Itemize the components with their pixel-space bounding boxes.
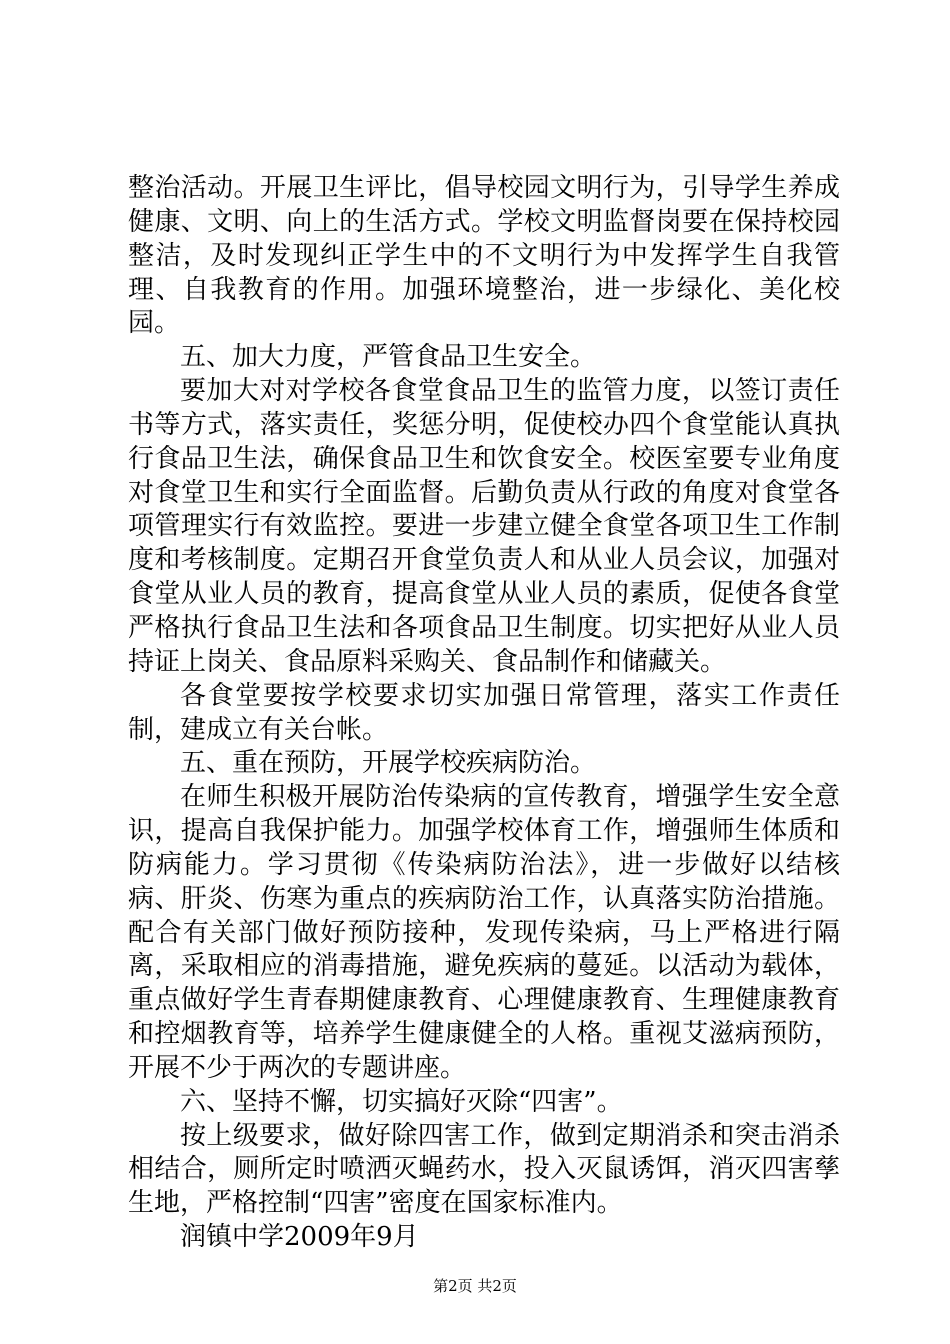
page-footer: 第2页 共2页 — [433, 1277, 517, 1295]
paragraph-canteen-management: 各食堂要按学校要求切实加强日常管理，落实工作责任制，建成立有关台帐。 — [128, 680, 840, 745]
paragraph-sanitation-continued: 整治活动。开展卫生评比，倡导校园文明行为，引导学生养成健康、文明、向上的生活方式。学校文明监督岗要在保持校园整洁，及时发现纠正学生中的不文明行为中发挥学生自我管理、自我教育的作用。加强环境整治，进一步绿化、美化校园。 — [128, 173, 840, 339]
paragraph-disease-prevention: 在师生积极开展防治传染病的宣传教育，增强学生安全意识，提高自我保护能力。加强学校体育工作，增强师生体质和防病能力。学习贯彻《传染病防治法》，进一步做好以结核病、肝炎、伤寒为重点的疾病防治工作，认真落实防治措施。配合有关部门做好预防接种，发现传染病，马上严格进行隔离，采取相应的消毒措施，避免疾病的蔓延。以活动为载体，重点做好学生青春期健康教育、心理健康教育、生理健康教育和控烟教育等，培养学生健康健全的人格。重视艾滋病预防，开展不少于两次的专题讲座。 — [128, 782, 840, 1083]
signature-line: 润镇中学2009年9月 — [180, 1222, 419, 1253]
heading-disease-prevention: 五、重在预防，开展学校疾病防治。 — [180, 748, 597, 779]
document-body — [128, 172, 840, 1255]
paragraph-food-safety: 要加大对对学校各食堂食品卫生的监管力度，以签订责任书等方式，落实责任，奖惩分明，促使校办四个食堂能认真执行食品卫生法，确保食品卫生和饮食安全。校医室要专业角度对食堂卫生和实行全面监督。后勤负责从行政的角度对食堂各项管理实行有效监控。要进一步建立健全食堂各项卫生工作制度和考核制度。定期召开食堂负责人和从业人员会议，加强对食堂从业人员的教育，提高食堂从业人员的素质，促使各食堂严格执行食品卫生法和各项食品卫生制度。切实把好从业人员持证上岗关、食品原料采购关、食品制作和储藏关。 — [128, 376, 840, 677]
heading-four-pests: 六、坚持不懈，切实搞好灭除“四害”。 — [180, 1086, 623, 1117]
paragraph-four-pests: 按上级要求，做好除四害工作，做到定期消杀和突击消杀相结合，厕所定时喷洒灭蝇药水，投入灭鼠诱饵，消灭四害孳生地，严格控制“四害”密度在国家标准内。 — [128, 1120, 840, 1219]
heading-food-safety: 五、加大力度，严管食品卫生安全。 — [180, 342, 597, 373]
